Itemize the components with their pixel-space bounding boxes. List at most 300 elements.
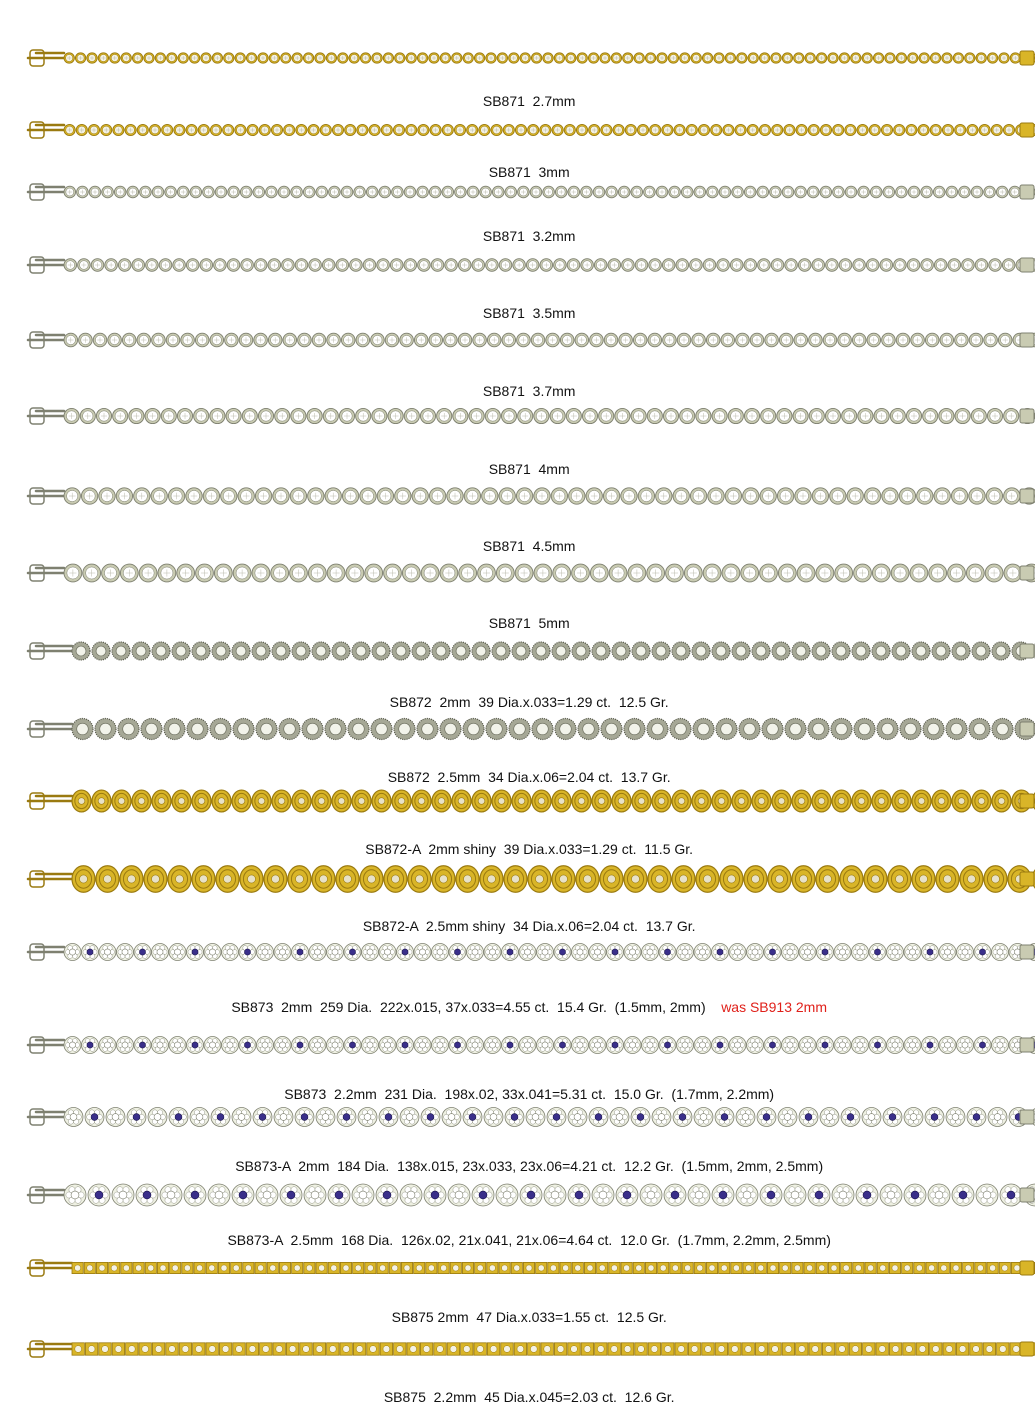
diamond-stone [504, 1346, 511, 1353]
diamond-stone [647, 949, 653, 955]
diamond-stone [477, 1265, 483, 1271]
sapphire-stone [863, 1191, 871, 1199]
diamond-stone [263, 1191, 271, 1199]
diamond-stone [215, 723, 227, 735]
sapphire-stone [191, 1191, 199, 1199]
diamond-stone [607, 875, 615, 883]
diamond-stone [974, 723, 986, 735]
diamond-stone [664, 1346, 671, 1353]
diamond-stone [1002, 1265, 1008, 1271]
diamond-stone [651, 1346, 658, 1353]
product-label: SB873 2mm 259 Dia. 222x.015, 37x.033=4.55 ct. 15.4 Gr. (1.5mm, 2mm) [231, 999, 706, 1015]
diamond-stone [157, 949, 163, 955]
diamond-stone [865, 1346, 872, 1353]
diamond-stone [322, 1114, 329, 1121]
diamond-stone [336, 646, 346, 656]
diamond-stone [962, 1042, 968, 1048]
diamond-stone [367, 875, 375, 883]
diamond-stone [910, 1114, 917, 1121]
diamond-stone [380, 1265, 386, 1271]
diamond-stone [909, 949, 915, 955]
sapphire-stone [87, 949, 93, 955]
clasp-box [1020, 794, 1034, 808]
diamond-stone [496, 646, 506, 656]
sapphire-stone [239, 1191, 247, 1199]
diamond-stone [790, 723, 802, 735]
diamond-stone [705, 1346, 712, 1353]
diamond-stone [678, 1346, 685, 1353]
diamond-stone [138, 798, 145, 805]
diamond-stone [560, 723, 572, 735]
diamond-stone [697, 1265, 703, 1271]
diamond-stone [498, 798, 505, 805]
diamond-stone [905, 723, 917, 735]
diamond-stone [146, 723, 158, 735]
diamond-stone [682, 1042, 688, 1048]
bracelet-image [0, 552, 1035, 594]
diamond-stone [944, 949, 950, 955]
diamond-stone [195, 1346, 202, 1353]
diamond-stone [478, 798, 485, 805]
diamond-stone [597, 1346, 604, 1353]
diamond-stone [216, 646, 226, 656]
diamond-stone [731, 1346, 738, 1353]
diamond-stone [721, 1265, 727, 1271]
diamond-stone [428, 1265, 434, 1271]
diamond-stone [576, 646, 586, 656]
diamond-stone [698, 723, 710, 735]
sapphire-stone [343, 1114, 350, 1121]
diamond-stone [682, 949, 688, 955]
diamond-stone [584, 1346, 591, 1353]
sapphire-stone [1007, 1191, 1015, 1199]
clasp-hook [28, 568, 68, 573]
sapphire-stone [297, 949, 303, 955]
sapphire-stone [287, 1191, 295, 1199]
sapphire-stone [815, 1191, 823, 1199]
diamond-stone [672, 1265, 678, 1271]
diamond-stone [378, 798, 385, 805]
diamond-stone [407, 1191, 415, 1199]
clasp-hook [28, 335, 68, 340]
diamond-stone [148, 1265, 154, 1271]
clasp-hook [28, 411, 68, 416]
diamond-stone [880, 1265, 886, 1271]
clasp-hook [28, 646, 76, 651]
diamond-stone [629, 949, 635, 955]
diamond-stone [611, 1265, 617, 1271]
clasp-hook [28, 53, 68, 58]
clasp-hook [28, 1263, 76, 1268]
diamond-stone [88, 1346, 95, 1353]
diamond-stone [718, 798, 725, 805]
diamond-stone [752, 1042, 758, 1048]
clasp-box [1020, 945, 1034, 959]
bracelet-image [0, 780, 1035, 822]
diamond-stone [282, 1265, 288, 1271]
sapphire-stone [847, 1114, 854, 1121]
diamond-stone [271, 875, 279, 883]
diamond-stone [158, 798, 165, 805]
product-label: SB871 3.5mm [482, 305, 576, 321]
sapphire-stone [349, 949, 355, 955]
diamond-stone [416, 1265, 422, 1271]
diamond-stone [450, 1346, 457, 1353]
diamond-stone [122, 949, 128, 955]
bracelet-image [0, 1330, 1035, 1368]
diamond-stone [929, 1265, 935, 1271]
diamond-stone [928, 723, 940, 735]
diamond-stone [959, 1346, 966, 1353]
diamond-stone [794, 1265, 800, 1271]
diamond-stone [222, 1346, 229, 1353]
diamond-stone [419, 1042, 425, 1048]
product-label: SB871 2.7mm [482, 93, 576, 109]
diamond-stone [238, 798, 245, 805]
diamond-stone [174, 949, 180, 955]
diamond-stone [128, 1346, 135, 1353]
diamond-stone [798, 1346, 805, 1353]
sapphire-stone [979, 949, 985, 955]
spacer [706, 999, 722, 1015]
diamond-stone [918, 798, 925, 805]
diamond-stone [941, 1265, 947, 1271]
diamond-stone [898, 798, 905, 805]
diamond-stone [652, 723, 664, 735]
clasp-hook [28, 724, 76, 729]
diamond-stone [391, 875, 399, 883]
diamond-stone [998, 798, 1005, 805]
diamond-stone [804, 949, 810, 955]
diamond-stone [857, 949, 863, 955]
sapphire-stone [767, 1191, 775, 1199]
diamond-stone [458, 798, 465, 805]
diamond-stone [999, 1346, 1006, 1353]
diamond-stone [836, 646, 846, 656]
diamond-stone [691, 1346, 698, 1353]
diamond-stone [175, 875, 183, 883]
diamond-stone [919, 875, 927, 883]
clasp-hook [28, 1040, 68, 1045]
diamond-stone [233, 1265, 239, 1271]
diamond-stone [839, 1191, 847, 1199]
diamond-stone [423, 1346, 430, 1353]
diamond-stone [583, 723, 595, 735]
diamond-stone [557, 1346, 564, 1353]
diamond-stone [856, 646, 866, 656]
diamond-stone [594, 1042, 600, 1048]
diamond-stone [638, 1346, 645, 1353]
clasp-box [1020, 1342, 1034, 1356]
diamond-stone [343, 1346, 350, 1353]
diamond-stone [919, 1346, 926, 1353]
diamond-stone [316, 1346, 323, 1353]
clasp-box [1020, 872, 1034, 886]
diamond-stone [699, 949, 705, 955]
diamond-stone [770, 1265, 776, 1271]
diamond-stone [276, 646, 286, 656]
clasp-box [1020, 1261, 1034, 1275]
diamond-stone [550, 1265, 556, 1271]
diamond-stone [736, 646, 746, 656]
diamond-stone [182, 1346, 189, 1353]
sapphire-stone [553, 1114, 560, 1121]
sapphire-stone [192, 949, 198, 955]
clasp-hook [28, 491, 68, 496]
product-label: SB872-A 2.5mm shiny 34 Dia.x.06=2.04 ct. 13.7 Gr. [362, 918, 696, 934]
diamond-stone [289, 1346, 296, 1353]
diamond-stone [758, 798, 765, 805]
diamond-stone [75, 1346, 82, 1353]
clasp-hook [28, 125, 68, 130]
diamond-stone [115, 1346, 122, 1353]
diamond-stone [596, 646, 606, 656]
diamond-stone [831, 1265, 837, 1271]
diamond-stone [384, 949, 390, 955]
sapphire-stone [402, 949, 408, 955]
diamond-stone [384, 1042, 390, 1048]
sapphire-stone [385, 1114, 392, 1121]
diamond-stone [329, 1346, 336, 1353]
diamond-stone [647, 1191, 655, 1199]
sapphire-stone [259, 1114, 266, 1121]
clasp-box [1020, 51, 1034, 65]
bracelet-image [0, 628, 1035, 674]
diamond-stone [636, 1265, 642, 1271]
diamond-stone [279, 949, 285, 955]
diamond-stone [855, 1265, 861, 1271]
diamond-stone [215, 1191, 223, 1199]
bracelet-image [0, 855, 1035, 903]
diamond-stone [624, 1265, 630, 1271]
diamond-stone [261, 723, 273, 735]
diamond-stone [556, 646, 566, 656]
diamond-stone [319, 1265, 325, 1271]
product-label: SB873-A 2mm 184 Dia. 138x.015, 23x.033, 23x.06=4.21 ct. 12.2 Gr. (1.5mm, 2mm, 2.5mm) [235, 1158, 824, 1174]
diamond-stone [703, 875, 711, 883]
diamond-stone [542, 949, 548, 955]
sapphire-stone [671, 1191, 679, 1199]
diamond-stone [1014, 1265, 1020, 1271]
diamond-stone [709, 1265, 715, 1271]
product-label: SB871 3.2mm [482, 228, 576, 244]
diamond-stone [258, 1265, 264, 1271]
diamond-stone [598, 798, 605, 805]
sapphire-stone [507, 949, 513, 955]
diamond-stone [784, 1114, 791, 1121]
diamond-stone [155, 1346, 162, 1353]
diamond-stone [319, 875, 327, 883]
diamond-stone [79, 875, 87, 883]
diamond-stone [738, 798, 745, 805]
diamond-stone [558, 798, 565, 805]
diamond-stone [778, 798, 785, 805]
sapphire-stone [959, 1191, 967, 1199]
diamond-stone [823, 875, 831, 883]
diamond-stone [818, 798, 825, 805]
diamond-stone [551, 1191, 559, 1199]
sapphire-stone [889, 1114, 896, 1121]
diamond-stone [524, 949, 530, 955]
diamond-stone [294, 1265, 300, 1271]
diamond-stone [489, 1042, 495, 1048]
diamond-stone [416, 646, 426, 656]
clasp-box [1020, 409, 1034, 423]
diamond-stone [262, 1346, 269, 1353]
diamond-stone [727, 875, 735, 883]
diamond-stone [538, 1265, 544, 1271]
diamond-stone [178, 798, 185, 805]
diamond-stone [758, 1346, 765, 1353]
diamond-stone [843, 1265, 849, 1271]
diamond-stone [437, 1346, 444, 1353]
diamond-stone [606, 723, 618, 735]
sapphire-stone [874, 1042, 880, 1048]
diamond-stone [209, 1265, 215, 1271]
diamond-stone [575, 1265, 581, 1271]
diamond-stone [965, 1265, 971, 1271]
product-label: SB872-A 2mm shiny 39 Dia.x.033=1.29 ct. 11.5 Gr. [365, 841, 694, 857]
diamond-stone [489, 1265, 495, 1271]
diamond-stone [438, 798, 445, 805]
diamond-stone [455, 1191, 463, 1199]
diamond-stone [448, 1114, 455, 1121]
diamond-stone [916, 1265, 922, 1271]
product-label: SB871 4.5mm [482, 538, 576, 554]
sapphire-stone [139, 1042, 145, 1048]
diamond-stone [812, 1346, 819, 1353]
diamond-stone [892, 1346, 899, 1353]
diamond-stone [656, 646, 666, 656]
diamond-stone [410, 1346, 417, 1353]
bracelet-image [0, 40, 1035, 76]
product-caption [0, 1373, 1035, 1421]
diamond-stone [611, 1346, 618, 1353]
sapphire-stone [721, 1114, 728, 1121]
diamond-stone [227, 949, 233, 955]
diamond-stone [978, 798, 985, 805]
diamond-stone [997, 723, 1009, 735]
diamond-stone [655, 875, 663, 883]
diamond-stone [468, 723, 480, 735]
product-label: SB873-A 2.5mm 168 Dia. 126x.02, 21x.041, 21x.06=4.64 ct. 12.0 Gr. (1.7mm, 2.2mm, 2.5mm) [227, 1232, 831, 1248]
sapphire-stone [511, 1114, 518, 1121]
diamond-stone [734, 1042, 740, 1048]
diamond-stone [852, 1346, 859, 1353]
diamond-stone [836, 723, 848, 735]
sapphire-stone [244, 949, 250, 955]
diamond-stone [303, 1346, 310, 1353]
diamond-stone [514, 1265, 520, 1271]
diamond-stone [816, 646, 826, 656]
diamond-stone [456, 646, 466, 656]
diamond-stone [279, 1042, 285, 1048]
diamond-stone [318, 798, 325, 805]
sapphire-stone [664, 949, 670, 955]
diamond-stone [399, 723, 411, 735]
diamond-stone [437, 1042, 443, 1048]
diamond-stone [892, 949, 898, 955]
clasp-hook [28, 1112, 68, 1117]
sapphire-stone [595, 1114, 602, 1121]
clasp-hook [28, 260, 68, 265]
diamond-stone [991, 875, 999, 883]
diamond-stone [209, 949, 215, 955]
diamond-stone [658, 1114, 665, 1121]
diamond-stone [935, 1191, 943, 1199]
diamond-stone [418, 798, 425, 805]
diamond-stone [721, 723, 733, 735]
diamond-stone [316, 646, 326, 656]
diamond-stone [236, 1346, 243, 1353]
diamond-stone [298, 798, 305, 805]
diamond-stone [983, 1191, 991, 1199]
diamond-stone [87, 1265, 93, 1271]
diamond-stone [742, 1114, 749, 1121]
diamond-stone [718, 1346, 725, 1353]
diamond-stone [909, 1042, 915, 1048]
sapphire-stone [383, 1191, 391, 1199]
diamond-stone [112, 1114, 119, 1121]
diamond-stone [353, 723, 365, 735]
diamond-stone [838, 798, 845, 805]
diamond-stone [799, 875, 807, 883]
diamond-stone [746, 1265, 752, 1271]
diamond-stone [536, 646, 546, 656]
diamond-stone [356, 1346, 363, 1353]
diamond-stone [69, 1042, 75, 1048]
bracelet-image [0, 247, 1035, 283]
diamond-stone [638, 798, 645, 805]
diamond-stone [314, 949, 320, 955]
diamond-stone [962, 949, 968, 955]
diamond-stone [104, 949, 110, 955]
diamond-stone [698, 798, 705, 805]
diamond-stone [785, 1346, 792, 1353]
sapphire-stone [402, 1042, 408, 1048]
diamond-stone [859, 723, 871, 735]
diamond-stone [951, 723, 963, 735]
diamond-stone [223, 875, 231, 883]
product-label: SB872 2mm 39 Dia.x.033=1.29 ct. 12.5 Gr. [389, 694, 669, 710]
diamond-stone [648, 1265, 654, 1271]
sapphire-stone [454, 1042, 460, 1048]
sapphire-stone [612, 949, 618, 955]
diamond-stone [306, 1265, 312, 1271]
diamond-stone [119, 1191, 127, 1199]
sapphire-stone [559, 1042, 565, 1048]
diamond-stone [71, 1191, 79, 1199]
diamond-stone [343, 1265, 349, 1271]
diamond-stone [952, 1114, 959, 1121]
diamond-stone [578, 798, 585, 805]
diamond-stone [636, 646, 646, 656]
diamond-stone [489, 949, 495, 955]
product-label: SB871 3mm [488, 164, 570, 180]
diamond-stone [699, 1042, 705, 1048]
diamond-stone [819, 1265, 825, 1271]
diamond-stone [616, 646, 626, 656]
diamond-stone [96, 646, 106, 656]
sapphire-stone [769, 1042, 775, 1048]
diamond-stone [678, 798, 685, 805]
diamond-stone [156, 646, 166, 656]
diamond-stone [583, 875, 591, 883]
product-note: was SB913 2mm [721, 999, 828, 1015]
diamond-stone [544, 1346, 551, 1353]
diamond-stone [796, 646, 806, 656]
diamond-stone [676, 646, 686, 656]
